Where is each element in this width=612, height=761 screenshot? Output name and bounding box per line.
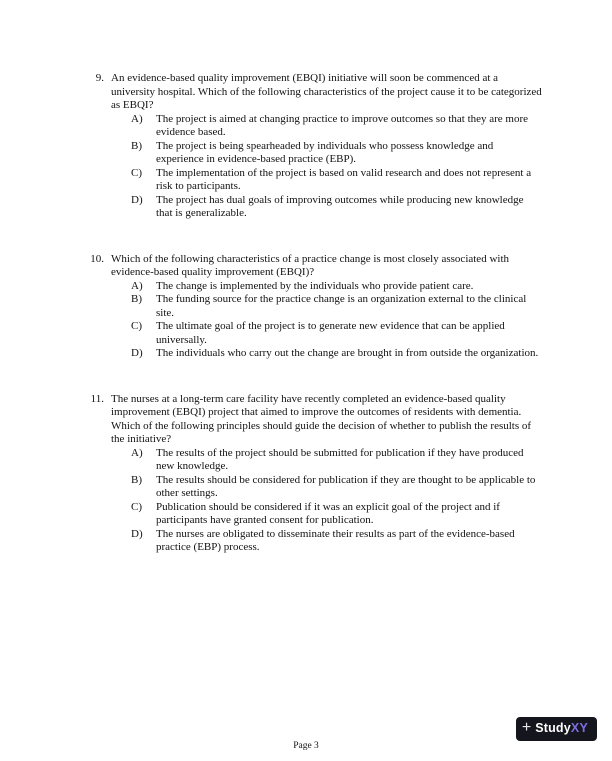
plus-icon: + bbox=[521, 719, 532, 736]
question-11 bbox=[90, 393, 542, 555]
option-c bbox=[111, 501, 542, 528]
option-b bbox=[111, 140, 542, 167]
question-body bbox=[111, 72, 542, 221]
option-letter: C) bbox=[131, 500, 142, 513]
option-b bbox=[111, 474, 542, 501]
question-number: 10. bbox=[90, 252, 104, 265]
option-text: The results of the project should be submitted for publication if they have produced new knowledge. bbox=[156, 446, 524, 472]
question-body bbox=[111, 253, 542, 361]
option-text: The individuals who carry out the change are brought in from outside the organization. bbox=[156, 347, 539, 359]
question-body bbox=[111, 393, 542, 555]
option-letter: A) bbox=[131, 112, 143, 125]
option-text: Publication should be considered if it was an explicit goal of the project and if participants have granted consent for publication. bbox=[156, 500, 500, 526]
option-letter: D) bbox=[131, 527, 143, 540]
brand-name-accent: XY bbox=[570, 721, 588, 736]
question-number: 11. bbox=[90, 392, 104, 405]
option-c bbox=[111, 320, 542, 347]
brand-name bbox=[535, 722, 588, 736]
option-text: The results should be considered for publication if they are thought to be applicable to other settings. bbox=[156, 473, 536, 499]
brand-name-primary: Study bbox=[535, 721, 571, 736]
question-stem: An evidence-based quality improvement (EBQI) initiative will soon be commenced at a university hospital. Which of the following characteristics of the project cause it to be categorized as EBQI? bbox=[111, 72, 542, 111]
option-text: The project has dual goals of improving outcomes while producing new knowledge that is generalizable. bbox=[156, 193, 524, 219]
question-number: 9. bbox=[95, 72, 104, 84]
option-letter: A) bbox=[131, 446, 143, 459]
option-letter: B) bbox=[131, 139, 142, 152]
page-number: Page 3 bbox=[293, 740, 319, 751]
option-letter: B) bbox=[131, 473, 142, 486]
question-stem: The nurses at a long-term care facility have recently completed an evidence-based quality improvement (EBQI) project that aimed to improve the outcomes of residents with dementia. Which of the following principles should guide the decision of whether to publish the results of the initiative? bbox=[111, 392, 532, 445]
option-text: The project is being spearheaded by individuals who possess knowledge and experience in evidence-based practice (EBP). bbox=[156, 139, 494, 165]
option-text: The project is aimed at changing practice to improve outcomes so that they are more evidence based. bbox=[156, 112, 529, 138]
option-letter: D) bbox=[131, 347, 143, 359]
option-a bbox=[111, 447, 542, 474]
option-c bbox=[111, 167, 542, 194]
option-text: The funding source for the practice change is an organization external to the clinical site. bbox=[156, 293, 527, 319]
option-letter: C) bbox=[131, 320, 142, 332]
option-d bbox=[111, 194, 542, 221]
option-text: The ultimate goal of the project is to generate new evidence that can be applied universally. bbox=[156, 320, 505, 346]
option-text: The change is implemented by the individuals who provide patient care. bbox=[156, 279, 474, 292]
option-text: The implementation of the project is based on valid research and does not represent a risk to participants. bbox=[156, 166, 532, 192]
questions-list bbox=[90, 72, 542, 587]
option-letter: C) bbox=[131, 166, 142, 179]
option-text: The nurses are obligated to disseminate their results as part of the evidence-based practice (EBP) process. bbox=[156, 527, 515, 553]
option-letter: A) bbox=[131, 279, 143, 292]
option-letter: D) bbox=[131, 193, 143, 206]
studyxy-logo bbox=[516, 717, 597, 741]
option-d bbox=[111, 347, 542, 361]
option-a bbox=[111, 280, 542, 294]
question-stem: Which of the following characteristics of a practice change is most closely associated with evidence-based quality improvement (EBQI)? bbox=[111, 252, 509, 278]
option-d bbox=[111, 528, 542, 555]
question-9 bbox=[90, 72, 542, 221]
option-b bbox=[111, 293, 542, 320]
option-letter: B) bbox=[131, 293, 142, 305]
option-a bbox=[111, 113, 542, 140]
question-10 bbox=[90, 253, 542, 361]
